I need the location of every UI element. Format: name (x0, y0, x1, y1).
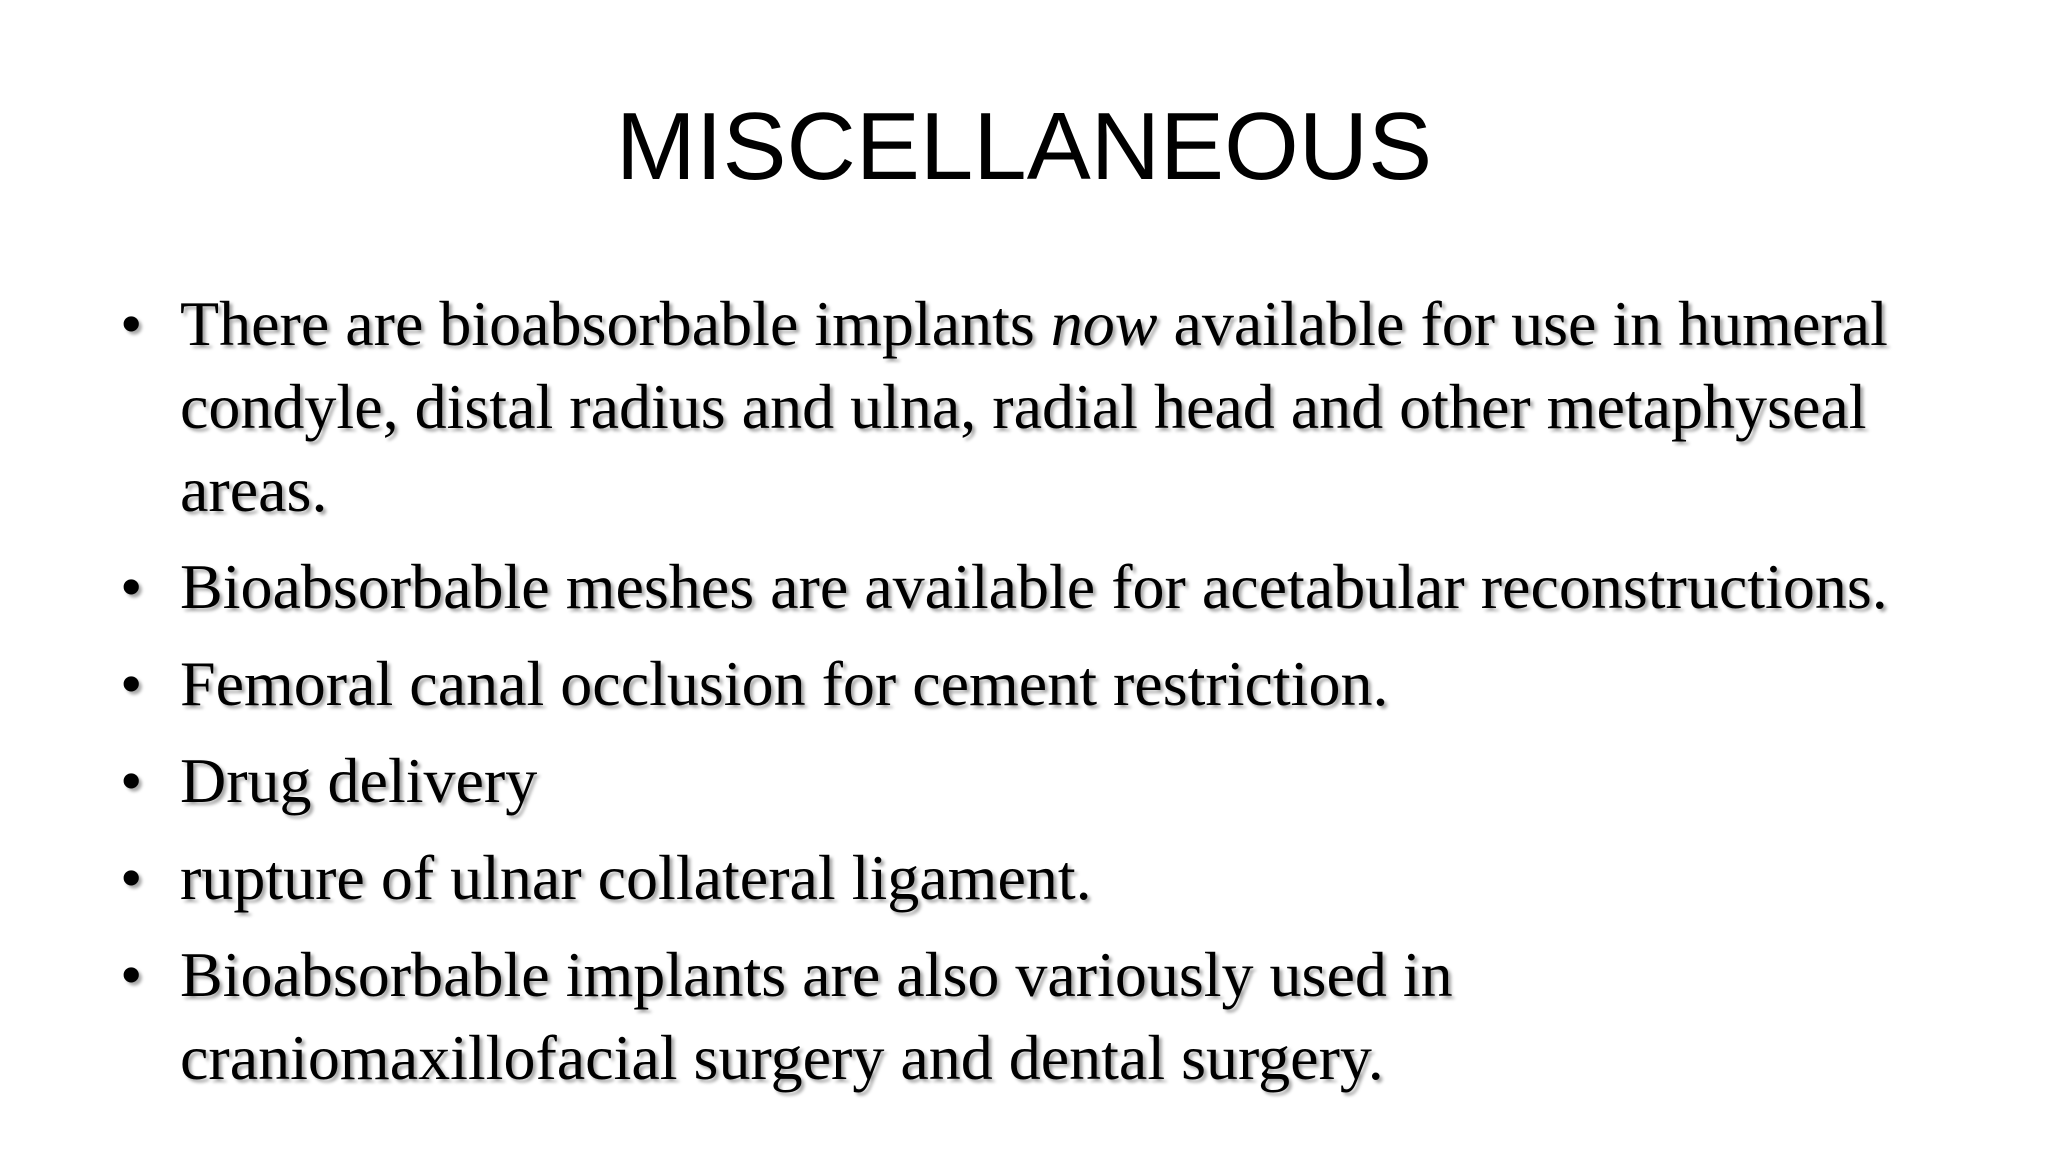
bullet-text-part: available for use in humeral condyle, distal radius and ulna, radial head and other metaphyseal areas. (180, 288, 1888, 525)
slide-title: MISCELLANEOUS (615, 93, 1433, 200)
bullet-list (116, 282, 1926, 1113)
bullet-text-part: There are bioabsorbable implants (180, 288, 1051, 359)
bullet-text-emphasis: now (1050, 288, 1158, 359)
bullet-item-2 (116, 545, 1926, 628)
bullet-item-5 (116, 836, 1926, 919)
bullet-icon: • (120, 939, 143, 1010)
bullet-text (180, 288, 1888, 525)
bullet-item-3 (116, 642, 1926, 725)
bullet-text: Drug delivery (180, 745, 538, 816)
bullet-item-4 (116, 739, 1926, 822)
bullet-text: rupture of ulnar collateral ligament. (180, 842, 1092, 913)
bullet-text: Bioabsorbable meshes are available for acetabular reconstructions. (180, 551, 1888, 622)
bullet-text: Bioabsorbable implants are also variously used in craniomaxillofacial surgery and dental surgery. (180, 939, 1453, 1093)
bullet-icon: • (120, 648, 143, 719)
bullet-item-1 (116, 282, 1926, 531)
bullet-icon: • (120, 288, 143, 359)
bullet-text: Femoral canal occlusion for cement restriction. (180, 648, 1389, 719)
bullet-icon: • (120, 842, 143, 913)
bullet-icon: • (120, 551, 143, 622)
bullet-icon: • (120, 745, 143, 816)
bullet-item-6 (116, 933, 1926, 1099)
